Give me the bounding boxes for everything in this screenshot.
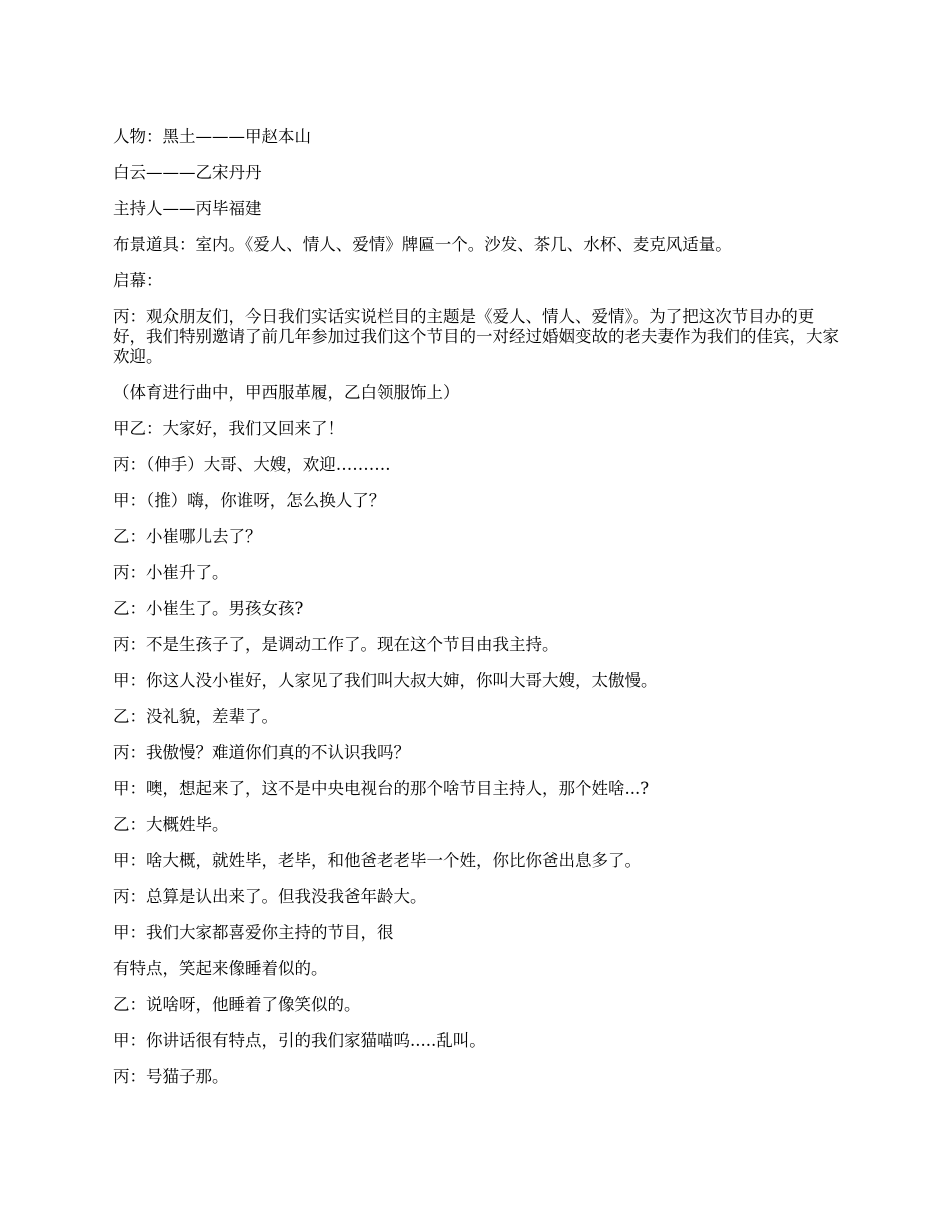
curtain-open: 启幕： xyxy=(113,271,163,290)
dialogue-line: 甲：你讲话很有特点，引的我们家猫喵呜.....乱叫。 xyxy=(113,1031,486,1050)
dialogue-line: 丙：总算是认出来了。但我没我爸年龄大。 xyxy=(113,887,427,906)
dialogue-line: 丙：（伸手）大哥、大嫂，欢迎………. xyxy=(113,455,391,474)
dialogue-line: 乙：没礼貌，差辈了。 xyxy=(113,707,278,726)
dialogue-line: 乙：小崔哪儿去了？ xyxy=(113,527,262,546)
document-page xyxy=(113,127,843,1103)
dialogue-line: 甲：我们大家都喜爱你主持的节目，很 xyxy=(113,923,394,942)
dialogue-line: 乙：小崔生了。男孩女孩? xyxy=(113,599,304,618)
dialogue-line: 丙：小崔升了。 xyxy=(113,563,229,582)
stage-direction: （体育进行曲中，甲西服革履，乙白领服饰上） xyxy=(113,383,460,402)
dialogue-line: 甲：噢，想起来了，这不是中央电视台的那个啥节目主持人，那个姓啥...? xyxy=(113,779,650,798)
dialogue-line: 乙：说啥呀，他睡着了像笑似的。 xyxy=(113,995,361,1014)
dialogue-line: 丙：观众朋友们，今日我们实话实说栏目的主题是《爱人、情人、爱情》。为了把这次节目办的更好，我们特别邀请了前几年参加过我们这个节目的一对经过婚姻变故的老夫妻作为我们的佳宾，大家欢迎。 xyxy=(113,307,839,366)
dialogue-line: 有特点，笑起来像睡着似的。 xyxy=(113,959,328,978)
stage-props: 布景道具：室内。《爱人、情人、爱情》牌匾一个。沙发、茶几、水杯、麦克风适量。 xyxy=(113,235,732,254)
dialogue-line: 丙：不是生孩子了，是调动工作了。现在这个节目由我主持。 xyxy=(113,635,559,654)
dialogue-line: 甲：啥大概，就姓毕，老毕，和他爸老老毕一个姓，你比你爸出息多了。 xyxy=(113,851,641,870)
cast-line-baiyun: 白云———乙宋丹丹 xyxy=(113,163,262,182)
dialogue-line: 丙：号猫子那。 xyxy=(113,1067,229,1086)
dialogue-line: 甲：你这人没小崔好，人家见了我们叫大叔大婶，你叫大哥大嫂，太傲慢。 xyxy=(113,671,658,690)
cast-line-heitu: 人物：黑土———甲赵本山 xyxy=(113,127,311,146)
dialogue-line: 乙：大概姓毕。 xyxy=(113,815,229,834)
cast-line-host: 主持人——丙毕福建 xyxy=(113,199,262,218)
dialogue-line: 甲乙：大家好，我们又回来了！ xyxy=(113,419,344,438)
dialogue-line: 丙：我傲慢？难道你们真的不认识我吗？ xyxy=(113,743,410,762)
dialogue-line: 甲：（推）嗨，你谁呀，怎么换人了？ xyxy=(113,491,386,510)
